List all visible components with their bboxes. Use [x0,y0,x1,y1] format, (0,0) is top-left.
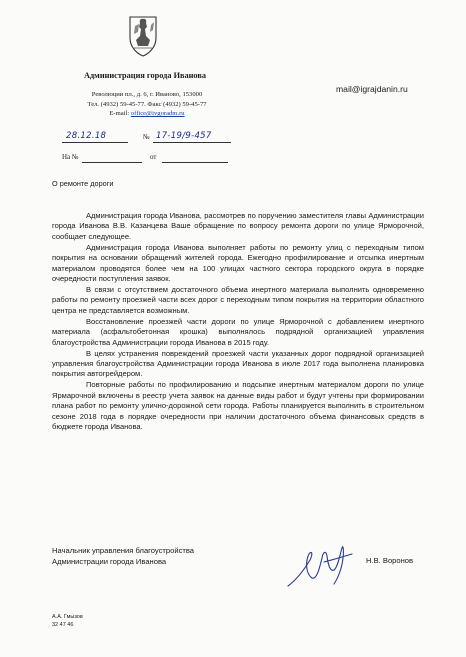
reference-row [62,153,232,165]
reference-date-underline [162,162,228,163]
signatory-position-line: Администрации города Иванова [52,557,167,566]
phone-fax-line: Тел. (4932) 59-45-77. Факс (4932) 59-45-77 [87,100,207,108]
date-underline [62,142,128,143]
office-email-link[interactable]: office@ivgoradm.ru [130,110,185,117]
address-line: Революции пл., д. 6, г. Иваново, 153000 [91,91,203,98]
organization-title: Администрация города Иванова [83,71,206,80]
body-paragraph: В целях устранения повреждений проезжей части указанных дорог подрядной организацией управления благоустройства Администрации города Иванова в июле 2017 года выполнена планировка покрытия автогрейдером. [52,348,424,379]
body-paragraph: В связи с отсутствием достаточного объема инертного материала выполнить одновременно работы по ремонту проезжей части всех дорог с переходным типом покрытия на территории областного центра не представляется возможным. [52,285,424,315]
letter-subject: О ремонте дороги [52,179,114,188]
signatory-name: Н.В. Воронов [366,556,414,565]
executor-name: А.А. Гмызов [52,614,83,620]
body-paragraph: Администрация города Иванова выполняет работы по ремонту улиц с переходным типом покрытия на основании обращений жителей города. Ежегодно профилирование и отсыпка инертным материалом проводятся более чем на 100 улицах частного сектора городского округа в порядке очередности поступления заявок. [52,242,424,284]
registration-date: 28.12.18 [66,131,107,141]
recipient-email: mail@igrajdanin.ru [336,84,408,94]
signatory-position-line: Начальник управления благоустройства [52,546,195,555]
email-line [62,109,232,119]
handwritten-signature-icon [282,540,358,592]
registration-number: 17-19/9-457 [156,131,212,141]
reference-number-underline [82,162,142,163]
letterhead-address-block [62,90,232,119]
city-coat-of-arms-icon [126,14,160,58]
signatory-position [52,545,194,567]
body-paragraph: Администрация города Иванова, рассмотрев по поручению заместителя главы Администрации города Иванова В.В. Казанцева Ваше обращение по вопросу ремонта дороги по улице Ярморочной, сообщает следующее. [52,211,424,241]
reference-number-label: На № [62,153,79,161]
registration-row [62,131,232,145]
body-paragraph: Повторные работы по профилированию и подсыпке инертным материалом дороги по улице Ярмарочной включены в реестр учета заявок на данные виды работ и будут учтены при формировании плана работ по ремонту улично-дорожной сети города. Работы планируется выполнить в строительном сезоне 2018 года в порядке очередности при наличии достаточного объема финансовых средств в бюджете города Иванова. [52,380,424,432]
number-underline [153,142,231,143]
executor-block [52,614,83,629]
letter-body [52,211,424,433]
reference-from-label: от [150,153,157,161]
executor-phone: 32 47 46 [52,621,74,628]
number-prefix: № [143,133,150,141]
email-label: E-mail: [109,110,131,117]
body-paragraph: Восстановление проезжей части дороги по улице Ярморочной с добавлением инертного материала (асфальтобетонная крошка) выполнялось подрядной организацией управления благоустройства Администрации города Иванова в 2015 году. [52,316,424,347]
